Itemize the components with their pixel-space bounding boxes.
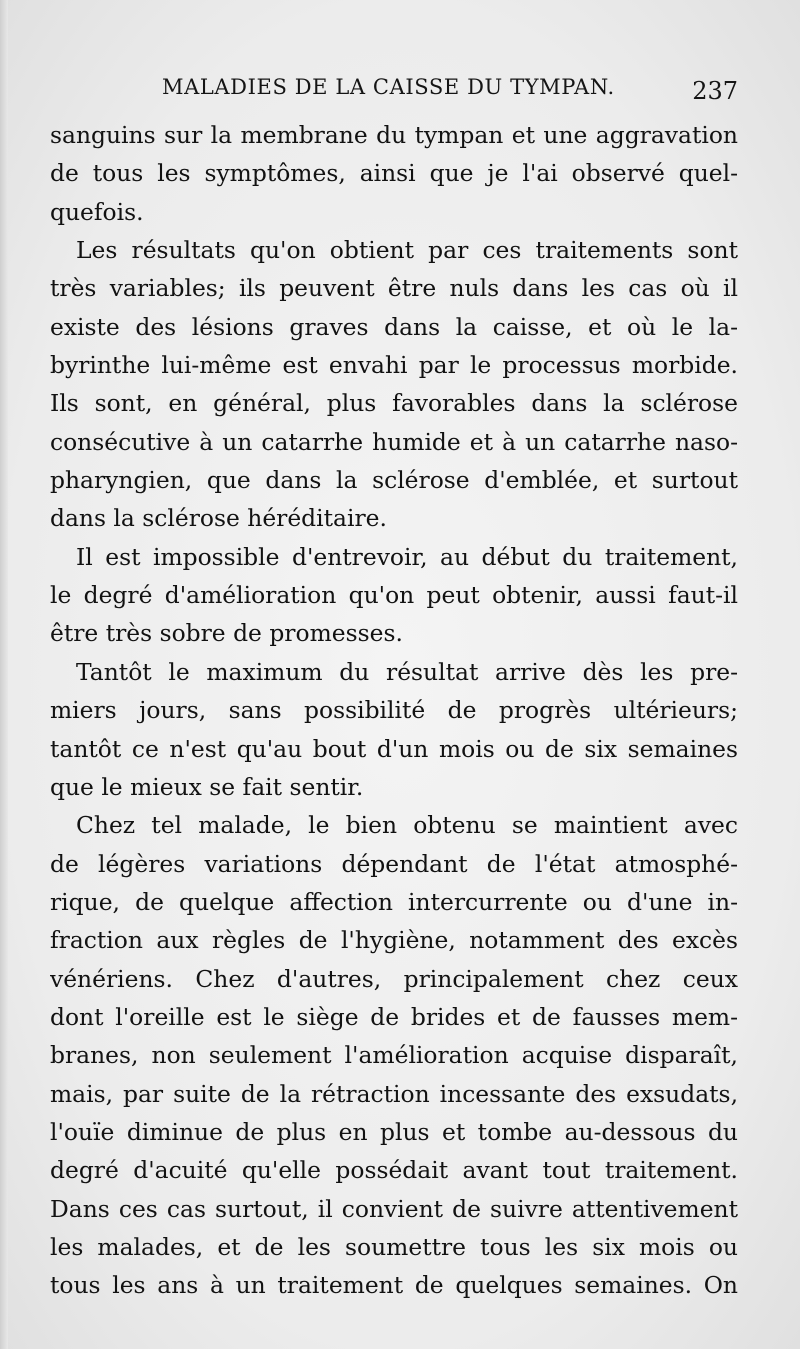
- text-line: existe des lésions graves dans la caisse, et où le la-: [50, 312, 738, 341]
- text-line: Chez tel malade, le bien obtenu se maintient avec: [76, 811, 738, 840]
- text-line: Ils sont, en général, plus favorables dans la sclérose: [50, 389, 738, 418]
- text-line: branes, non seulement l'amélioration acquise disparaît,: [50, 1041, 738, 1070]
- text-line: miers jours, sans possibilité de progrès ultérieurs;: [50, 696, 738, 725]
- text-line: sanguins sur la membrane du tympan et une aggravation: [50, 121, 738, 149]
- body-text: [50, 116, 738, 1305]
- text-line: byrinthe lui-même est envahi par le processus morbide.: [50, 351, 738, 380]
- page-header: [50, 73, 738, 105]
- text-line: tantôt ce n'est qu'au bout d'un mois ou de six semaines: [50, 734, 738, 763]
- text-line: fraction aux règles de l'hygiène, notamment des excès: [50, 926, 738, 955]
- text-line: Il est impossible d'entrevoir, au début du traitement,: [76, 542, 738, 571]
- text-line: vénériens. Chez d'autres, principalement chez ceux: [50, 964, 738, 993]
- text-line: le degré d'amélioration qu'on peut obtenir, aussi faut-il: [50, 581, 738, 610]
- running-title: MALADIES DE LA CAISSE DU TYMPAN.: [162, 75, 615, 99]
- text-line: Dans ces cas surtout, il convient de suivre attentivement: [50, 1194, 738, 1223]
- text-line: mais, par suite de la rétraction incessante des exsudats,: [50, 1079, 738, 1108]
- text-line: les malades, et de les soumettre tous les six mois ou: [50, 1232, 738, 1261]
- text-line: l'ouïe diminue de plus en plus et tombe au-dessous du: [50, 1117, 738, 1146]
- page-number: 237: [692, 77, 738, 105]
- text-line: pharyngien, que dans la sclérose d'emblée, et surtout: [50, 466, 738, 495]
- text-line: consécutive à un catarrhe humide et à un catarrhe naso-: [50, 427, 738, 456]
- text-line: de légères variations dépendant de l'état atmosphé-: [50, 849, 738, 878]
- page-gutter-shadow: [0, 0, 8, 1349]
- text-line: tous les ans à un traitement de quelques semaines. On: [50, 1271, 738, 1300]
- text-line: Tantôt le maximum du résultat arrive dès les pre-: [76, 657, 738, 686]
- text-line: dans la sclérose héréditaire.: [50, 504, 387, 533]
- text-line: être très sobre de promesses.: [50, 619, 403, 648]
- text-line: Les résultats qu'on obtient par ces traitements sont: [76, 236, 738, 265]
- text-line: très variables; ils peuvent être nuls dans les cas où il: [50, 274, 738, 303]
- text-line: de tous les symptômes, ainsi que je l'ai observé quel-: [50, 159, 738, 188]
- text-line: rique, de quelque affection intercurrente ou d'une in-: [50, 887, 738, 916]
- text-line: que le mieux se fait sentir.: [50, 772, 364, 801]
- text-line: dont l'oreille est le siège de brides et de fausses mem-: [50, 1002, 738, 1031]
- text-line: quefois.: [50, 197, 144, 226]
- text-line: degré d'acuité qu'elle possédait avant tout traitement.: [50, 1156, 738, 1185]
